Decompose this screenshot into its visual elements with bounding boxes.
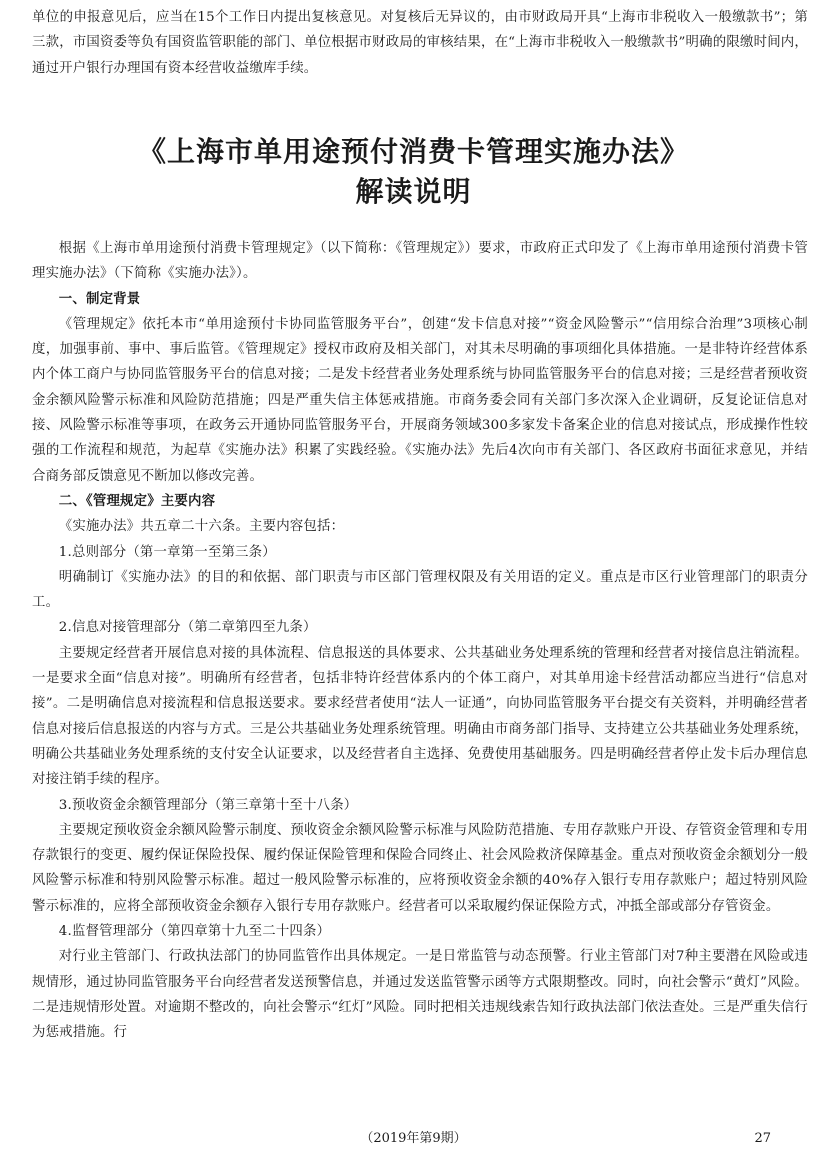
background-paragraph: 《管理规定》依托本市“单用途预付卡协同监管服务平台”，创建“发卡信息对接”“资金风险警示”“信用综合治理”3项核心制度，加强事前、事中、事后监管。《管理规定》授权市政府及相关部门，对其未尽明确的事项细化具体措施。一是非特许经营体系内个体工商户与协同监管服务平台的信息对接；二是发卡经营者业务处理系统与协同监管服务平台的信息对接；三是经营者预收资金余额风险警示标准和风险防范措施；四是严重失信主体惩戒措施。市商务委会同有关部门多次深入企业调研，反复论证信息对接、风险警示标准等事项，在政务云开通协同监管服务平台，开展商务领域300多家发卡备案企业的信息对接试点，形成操作性较强的工作流程和规范，为起草《实施办法》积累了实践经验。《实施办法》先后4次向市有关部门、各区政府书面征求意见，并结合商务部反馈意见不断加以修改完善。 <box>32 316 808 484</box>
subsection-title-info-docking: 2.信息对接管理部分（第二章第四至九条） <box>58 620 317 636</box>
prepaid-funds-paragraph: 主要规定预收资金余额风险警示制度、预收资金余额风险警示标准与风险防范措施、专用存款账户开设、存管资金管理和专用存款银行的变更、履约保证保险投保、履约保证保险管理和保险合同终止、社会风险救济保障基金。重点对预收资金余额划分一般风险警示标准和特别风险警示标准。超过一般风险警示标准的，应将预收资金余额的40%存入银行专用存款账户；超过特别风险警示标准的，应将全部预收资金余额存入银行专用存款账户。经营者可以采取履约保证保险方式，冲抵全部或部分存管资金。 <box>32 822 808 914</box>
intro-paragraph: 根据《上海市单用途预付消费卡管理规定》（以下简称：《管理规定》）要求，市政府正式印发了《上海市单用途预付消费卡管理实施办法》（下简称《实施办法》）。 <box>32 241 808 282</box>
page-number: 27 <box>754 1131 771 1146</box>
subsection-title-supervision: 4.监督管理部分（第四章第十九至二十四条） <box>58 924 331 940</box>
main-content-intro: 《实施办法》共五章二十六条。主要内容包括： <box>58 519 345 535</box>
article-body <box>32 236 808 1046</box>
article-subtitle: 解读说明 <box>355 175 472 208</box>
general-paragraph: 明确制订《实施办法》的目的和依据、部门职责与市区部门管理权限及有关用语的定义。重点是市区行业管理部门的职责分工。 <box>32 569 808 611</box>
section-heading-background: 一、制定背景 <box>58 290 141 307</box>
article-title: 《上海市单用途预付消费卡管理实施办法》 <box>137 135 689 168</box>
section-heading-main-content: 二、《管理规定》主要内容 <box>58 492 216 509</box>
continued-paragraph <box>32 5 808 81</box>
subsection-title-general: 1.总则部分（第一章第一至第三条） <box>58 544 276 560</box>
subsection-title-prepaid-funds: 3.预收资金余额管理部分（第三章第十至十八条） <box>58 797 358 813</box>
continued-text: 单位的申报意见后，应当在15个工作日内提出复核意见。对复核后无异议的，由市财政局开具“上海市非税收入一般缴款书”；第三款，市国资委等负有国资监管职能的部门、单位根据市财政局的审核结果，在“上海市非税收入一般缴款书”明确的限缴时间内，通过开户银行办理国有资本经营收益缴库手续。 <box>32 10 808 76</box>
issue-label: （2019年第9期） <box>360 1131 467 1146</box>
info-docking-paragraph: 主要规定经营者开展信息对接的具体流程、信息报送的具体要求、公共基础业务处理系统的管理和经营者对接信息注销流程。一是要求全面“信息对接”。明确所有经营者，包括非特许经营体系内的个体工商户，对其单用途卡经营活动都应当进行“信息对接”。二是明确信息对接流程和信息报送要求。要求经营者使用“法人一证通”，向协同监管服务平台提交有关资料，并明确经营者信息对接后信息报送的内容与方式。三是公共基础业务处理系统管理。明确由市商务部门指导、支持建立公共基础业务处理系统，明确公共基础业务处理系统的支付安全认证要求，以及经营者自主选择、免费使用基础服务。四是明确经营者停止发卡后办理信息对接注销手续的程序。 <box>32 645 808 788</box>
supervision-paragraph: 对行业主管部门、行政执法部门的协同监管作出具体规定。一是日常监管与动态预警。行业主管部门对7种主要潜在风险或违规情形，通过协同监管服务平台向经营者发送预警信息，并通过发送监管警示函等方式限期整改。同时，向社会警示“黄灯”风险。二是违规情形处置。对逾期不整改的，向社会警示“红灯”风险。同时把相关违规线索告知行政执法部门依法查处。三是严重失信行为惩戒措施。行 <box>32 949 808 1041</box>
